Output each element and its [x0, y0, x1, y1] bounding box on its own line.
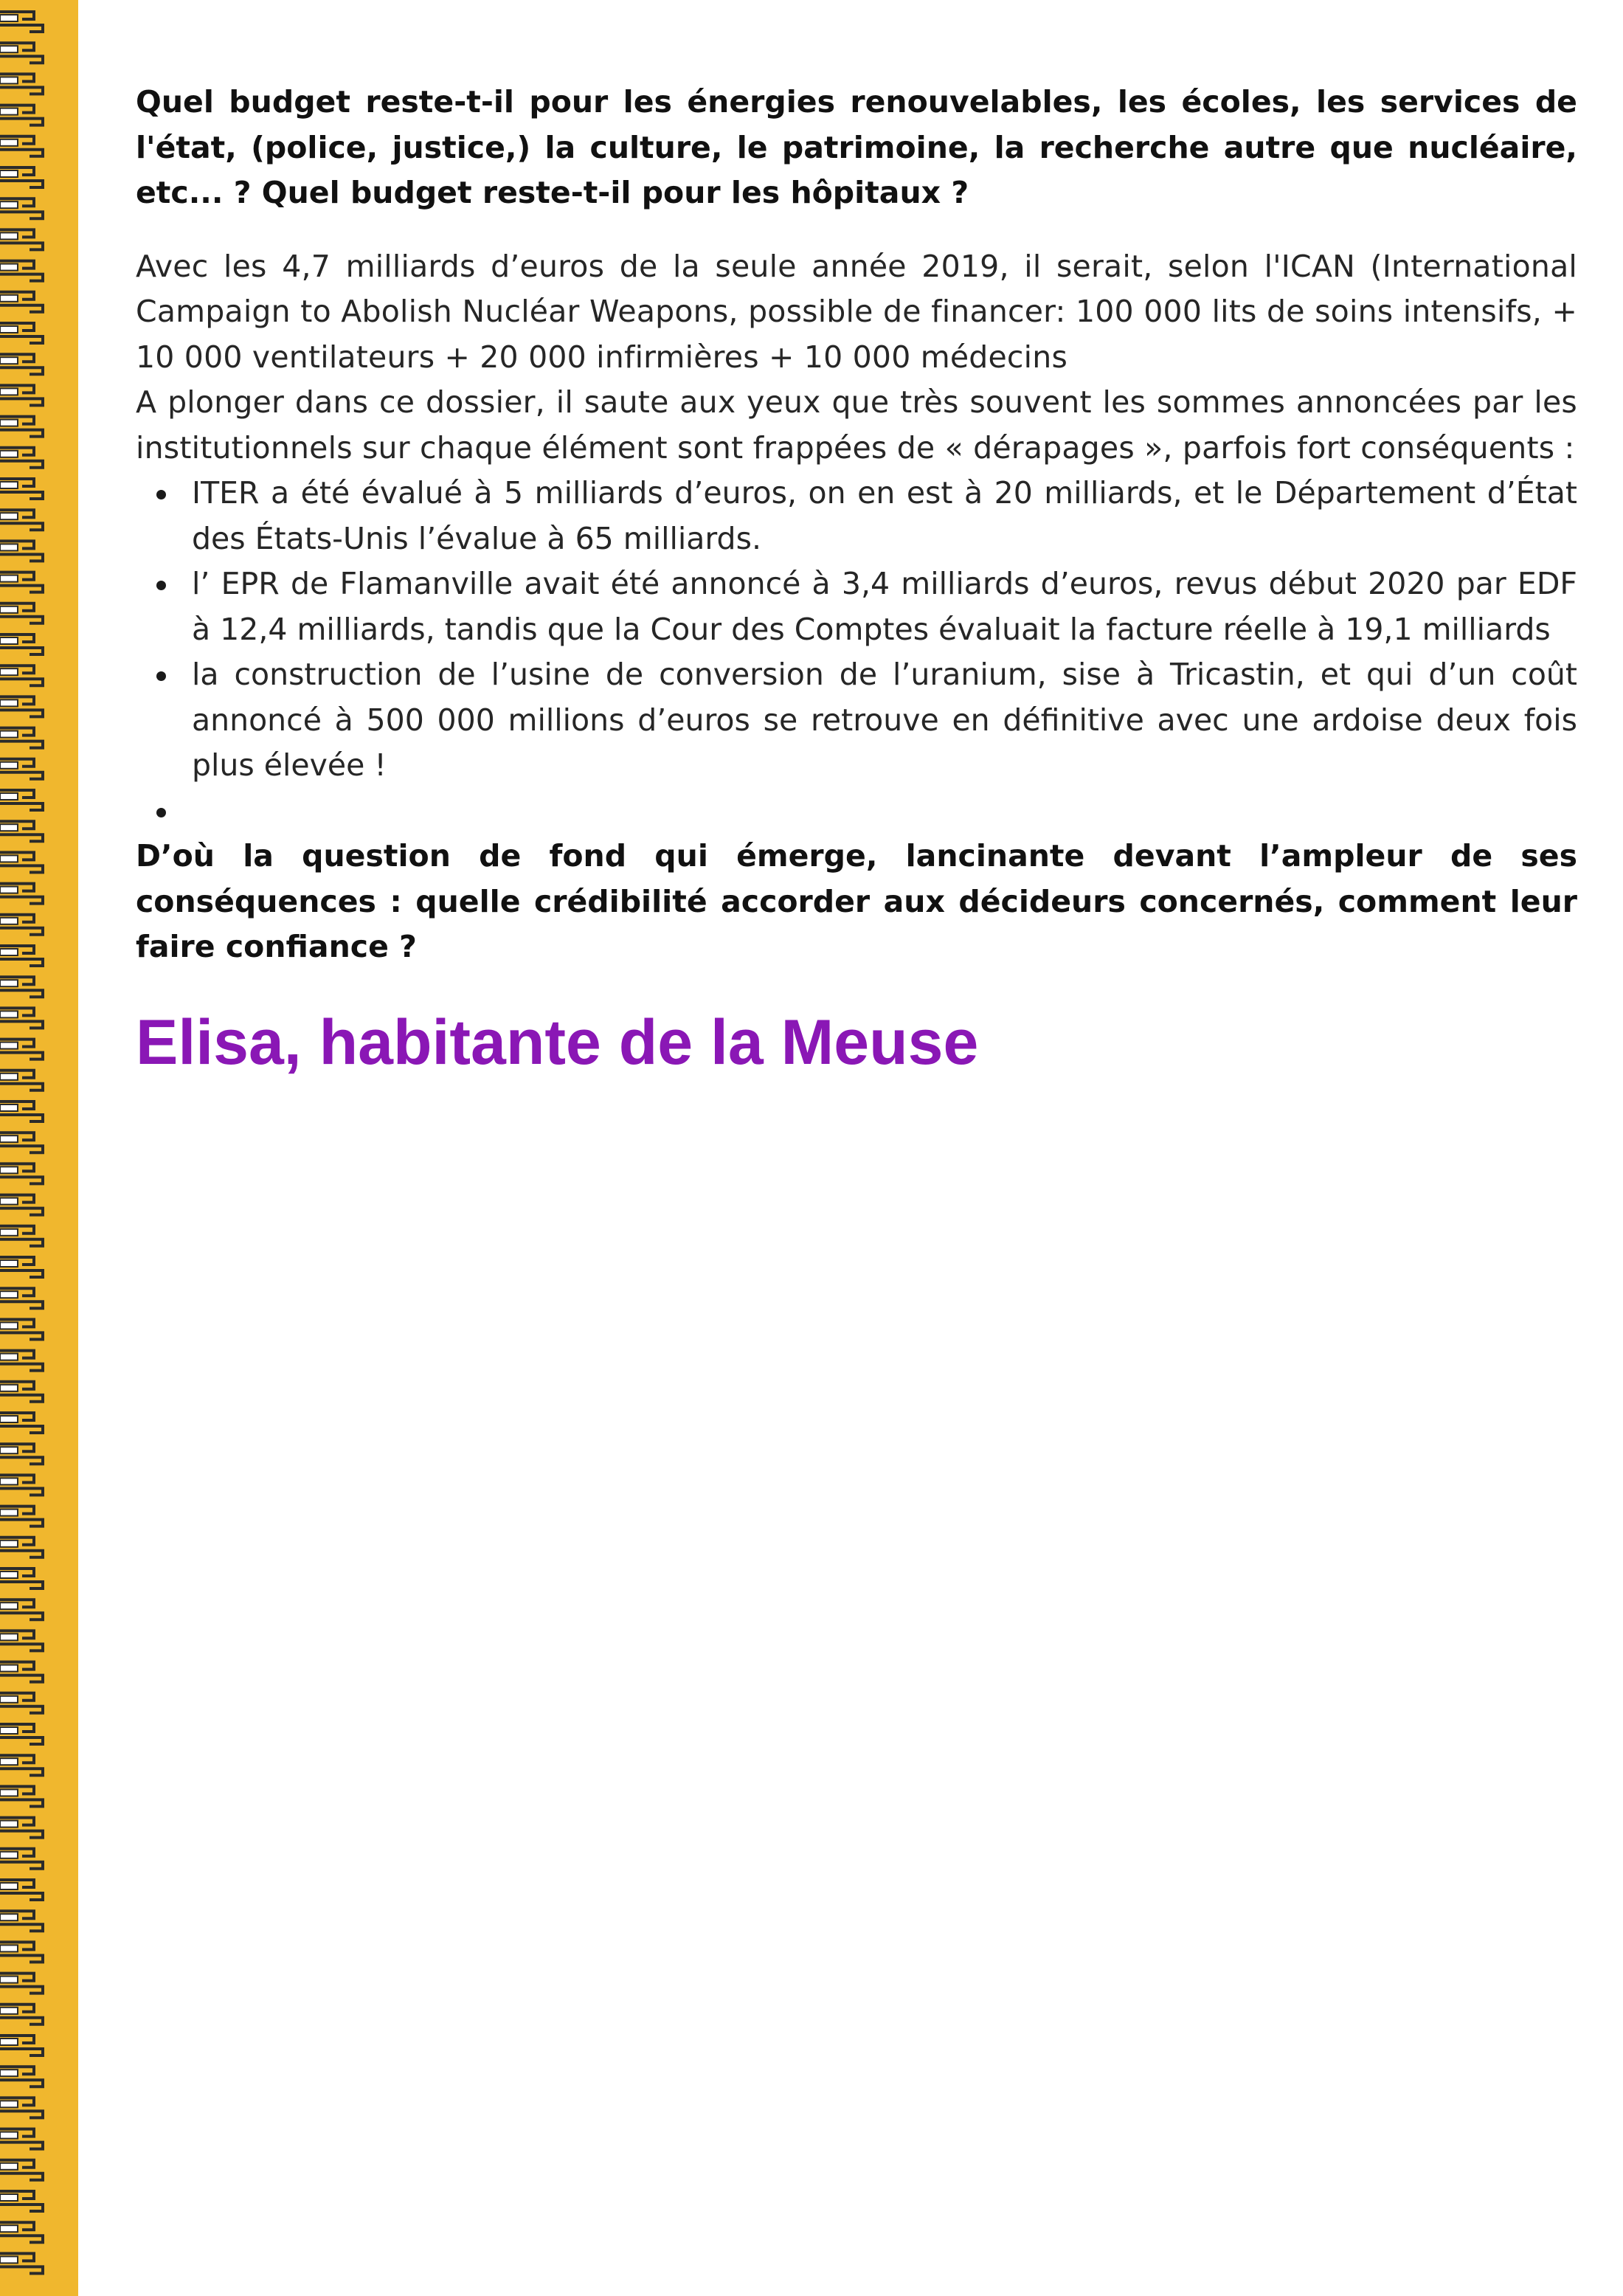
binding-ring: [0, 1257, 43, 1277]
binding-ring: [0, 1786, 43, 1806]
closing-question: D’où la question de fond qui émerge, lancinante devant l’ampleur de ses conséquences : quelle crédibilité accorder aux décideurs concernés, comment leur faire confiance ?: [136, 838, 1577, 964]
binding-ring: [0, 1693, 43, 1713]
binding-ring: [0, 573, 43, 592]
binding-ring: [0, 2222, 43, 2242]
binding-ring: [0, 1880, 43, 1900]
binding-ring: [0, 1444, 43, 1464]
binding-ring: [0, 946, 43, 966]
binding-ring: [0, 541, 43, 561]
binding-ring: [0, 1382, 43, 1402]
binding-ring: [0, 167, 43, 187]
binding-ring: [0, 1538, 43, 1557]
binding-ring: [0, 292, 43, 312]
binding-ring: [0, 1040, 43, 1059]
binding-ring: [0, 1600, 43, 1619]
binding-ring: [0, 1631, 43, 1650]
binding-ring: [0, 852, 43, 872]
binding-ring: [0, 884, 43, 904]
binding-ring: [0, 1133, 43, 1152]
list-item-empty: [192, 789, 1577, 834]
binding-ring: [0, 1662, 43, 1682]
binding-ring: [0, 665, 43, 685]
binding-ring: [0, 106, 43, 125]
cost-overrun-list: [136, 471, 1577, 834]
binding-ring: [0, 2253, 43, 2273]
binding-ring: [0, 821, 43, 841]
binding-ring: [0, 2098, 43, 2117]
derapages-intro: A plonger dans ce dossier, il saute aux yeux que très souvent les sommes annoncées par les institutionnels sur chaque élément sont frappées de « dérapages », parfois fort conséquents :: [136, 384, 1577, 466]
list-item-epr: l’ EPR de Flamanville avait été annoncé à 3,4 milliards d’euros, revus début 2020 par EDF à 12,4 milliards, tandis que la Cour des Comptes évaluait la facture réelle à 19,1 milliards: [192, 561, 1577, 652]
budget-question: Quel budget reste-t-il pour les énergies renouvelables, les écoles, les services de l'état, (police, justice,) la culture, le patrimoine, la recherche autre que nucléaire, etc... ? Quel budget reste-t-il pour les hôpitaux ?: [136, 84, 1577, 210]
binding-ring: [0, 2005, 43, 2024]
binding-ring: [0, 1475, 43, 1495]
binding-ring: [0, 634, 43, 654]
binding-ring: [0, 12, 43, 32]
author-signature: Elisa, habitante de la Meuse: [136, 1006, 979, 1078]
binding-ring: [0, 1351, 43, 1371]
binding-ring: [0, 759, 43, 779]
binding-ring: [0, 2160, 43, 2180]
binding-ring: [0, 323, 43, 343]
binding-ring: [0, 1288, 43, 1308]
binding-ring: [0, 2129, 43, 2149]
article-body: [136, 80, 1577, 1079]
binding-ring: [0, 2191, 43, 2211]
binding-ring: [0, 43, 43, 63]
binding-ring: [0, 977, 43, 997]
binding-ring: [0, 510, 43, 530]
binding-ring: [0, 1911, 43, 1931]
list-item-iter: ITER a été évalué à 5 milliards d’euros, on en est à 20 milliards, et le Département d’État des États-Unis l’évalue à 65 milliards.: [192, 471, 1577, 561]
spiral-binding: [0, 0, 78, 2296]
binding-ring: [0, 1319, 43, 1339]
binding-ring: [0, 198, 43, 218]
binding-ring: [0, 74, 43, 94]
binding-ring: [0, 1569, 43, 1588]
binding-ring: [0, 2067, 43, 2086]
binding-ring: [0, 1724, 43, 1744]
binding-ring: [0, 448, 43, 468]
binding-ring: [0, 1507, 43, 1526]
binding-ring: [0, 261, 43, 281]
binding-ring: [0, 1102, 43, 1121]
binding-ring: [0, 696, 43, 716]
binding-ring: [0, 1008, 43, 1028]
binding-ring: [0, 417, 43, 437]
binding-ring: [0, 136, 43, 156]
ican-paragraph: Avec les 4,7 milliards d’euros de la seule année 2019, il serait, selon l'ICAN (International Campaign to Abolish Nucléar Weapons, possible de financer: 100 000 lits de soins intensifs, + 10 000 ventilateurs + 20 000 infirmières + 10 000 médecins: [136, 248, 1577, 375]
binding-ring: [0, 1974, 43, 1994]
binding-ring: [0, 354, 43, 374]
binding-ring: [0, 1849, 43, 1869]
binding-ring: [0, 1942, 43, 1962]
binding-ring: [0, 1818, 43, 1838]
spiral-rings: [0, 7, 49, 2295]
binding-ring: [0, 2036, 43, 2055]
binding-ring: [0, 1195, 43, 1215]
binding-ring: [0, 1226, 43, 1246]
binding-ring: [0, 915, 43, 935]
binding-ring: [0, 1413, 43, 1433]
binding-ring: [0, 1163, 43, 1183]
binding-ring: [0, 1071, 43, 1090]
list-item-tricastin: la construction de l’usine de conversion de l’uranium, sise à Tricastin, et qui d’un coût annoncé à 500 000 millions d’euros se retrouve en définitive avec une ardoise deux fois plus élevée !: [192, 652, 1577, 789]
binding-ring: [0, 1755, 43, 1775]
binding-ring: [0, 790, 43, 810]
binding-ring: [0, 479, 43, 499]
binding-ring: [0, 385, 43, 405]
binding-ring: [0, 728, 43, 748]
binding-ring: [0, 604, 43, 623]
binding-ring: [0, 229, 43, 249]
